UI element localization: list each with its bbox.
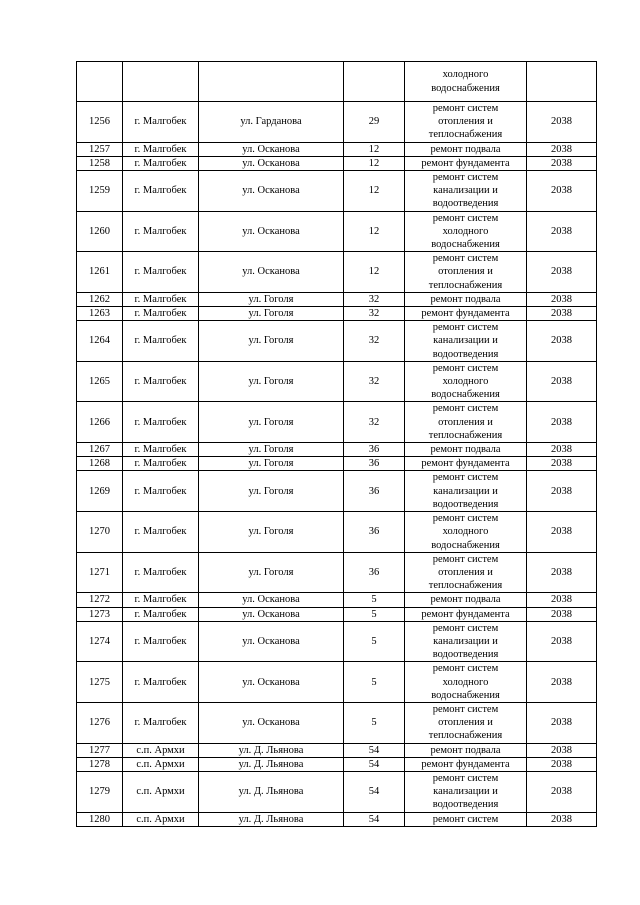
house-number-cell: 5	[344, 702, 405, 743]
house-number-cell: 12	[344, 142, 405, 156]
settlement-cell: с.п. Армхи	[123, 812, 199, 826]
year-cell: 2038	[527, 593, 597, 607]
work-type-cell	[405, 171, 527, 212]
year-cell: 2038	[527, 771, 597, 812]
settlement-cell: г. Малгобек	[123, 211, 199, 252]
work-type-line: водоснабжения	[431, 82, 500, 94]
street-cell: ул. Осканова	[199, 171, 344, 212]
work-type-line: ремонт систем	[432, 403, 499, 415]
table-row	[77, 443, 597, 457]
table-row	[77, 307, 597, 321]
year-cell: 2038	[527, 812, 597, 826]
work-type-line: канализации и	[433, 335, 498, 347]
row-number-cell: 1264	[77, 321, 123, 362]
work-type-cell	[405, 457, 527, 471]
work-type-line: водоотведения	[432, 649, 499, 661]
street-cell: ул. Гоголя	[199, 471, 344, 512]
work-type-line: водоотведения	[432, 348, 499, 360]
house-number-cell: 36	[344, 443, 405, 457]
year-cell: 2038	[527, 471, 597, 512]
row-number-cell: 1272	[77, 593, 123, 607]
settlement-cell: г. Малгобек	[123, 607, 199, 621]
work-type-line: отопления и	[438, 416, 493, 428]
house-number-cell: 32	[344, 361, 405, 402]
table-body	[77, 62, 597, 827]
row-number-cell: 1257	[77, 142, 123, 156]
work-type-line: водоотведения	[432, 198, 499, 210]
work-type-line: ремонт систем	[432, 322, 499, 334]
house-number-cell: 5	[344, 607, 405, 621]
street-cell: ул. Осканова	[199, 211, 344, 252]
house-number-cell: 36	[344, 512, 405, 553]
work-type-line: ремонт систем	[432, 362, 499, 374]
settlement-cell: г. Малгобек	[123, 252, 199, 293]
street-cell: ул. Д. Льянова	[199, 812, 344, 826]
repair-schedule-table	[76, 61, 597, 827]
work-type-line: ремонт систем	[432, 103, 499, 114]
year-cell: 2038	[527, 361, 597, 402]
work-type-line: водоотведения	[432, 498, 499, 510]
house-number-cell: 5	[344, 593, 405, 607]
work-type-cell	[405, 142, 527, 156]
row-number-cell	[77, 62, 123, 102]
settlement-cell: с.п. Армхи	[123, 757, 199, 771]
table-row	[77, 402, 597, 443]
year-cell: 2038	[527, 102, 597, 143]
work-type-line: канализации и	[433, 185, 498, 197]
year-cell: 2038	[527, 402, 597, 443]
street-cell: ул. Гоголя	[199, 443, 344, 457]
street-cell: ул. Осканова	[199, 621, 344, 662]
work-type-line: водоснабжения	[431, 539, 500, 551]
settlement-cell	[123, 62, 199, 102]
street-cell: ул. Д. Льянова	[199, 757, 344, 771]
house-number-cell: 32	[344, 292, 405, 306]
settlement-cell: г. Малгобек	[123, 156, 199, 170]
table-row	[77, 552, 597, 593]
year-cell: 2038	[527, 512, 597, 553]
house-number-cell: 12	[344, 211, 405, 252]
year-cell: 2038	[527, 292, 597, 306]
work-type-line: теплоснабжения	[428, 429, 503, 441]
year-cell: 2038	[527, 156, 597, 170]
year-cell: 2038	[527, 757, 597, 771]
street-cell: ул. Гоголя	[199, 321, 344, 362]
year-cell: 2038	[527, 743, 597, 757]
work-type-line: отопления и	[438, 717, 493, 729]
work-type-cell	[405, 252, 527, 293]
work-type-line: холодного	[442, 676, 489, 688]
row-number-cell: 1279	[77, 771, 123, 812]
work-type-cell	[405, 743, 527, 757]
table-row	[77, 512, 597, 553]
street-cell: ул. Гарданова	[199, 102, 344, 143]
work-type-line: ремонт систем	[432, 553, 499, 565]
table-row	[77, 361, 597, 402]
table-row	[77, 457, 597, 471]
row-number-cell: 1271	[77, 552, 123, 593]
work-type-line: ремонт фундамента	[421, 458, 510, 470]
row-number-cell: 1280	[77, 812, 123, 826]
work-type-cell	[405, 156, 527, 170]
row-number-cell: 1275	[77, 662, 123, 703]
work-type-cell	[405, 621, 527, 662]
street-cell: ул. Осканова	[199, 142, 344, 156]
row-number-cell: 1273	[77, 607, 123, 621]
year-cell	[527, 62, 597, 102]
row-number-cell: 1263	[77, 307, 123, 321]
year-cell: 2038	[527, 321, 597, 362]
house-number-cell: 32	[344, 402, 405, 443]
work-type-line: холодного	[442, 69, 489, 81]
work-type-line: холодного	[442, 376, 489, 388]
work-type-line: отопления и	[438, 566, 493, 578]
table-row	[77, 662, 597, 703]
year-cell: 2038	[527, 702, 597, 743]
table-row	[77, 62, 597, 102]
work-type-cell	[405, 321, 527, 362]
table-row	[77, 142, 597, 156]
row-number-cell: 1266	[77, 402, 123, 443]
year-cell: 2038	[527, 142, 597, 156]
street-cell: ул. Гоголя	[199, 402, 344, 443]
work-type-line: канализации и	[433, 485, 498, 497]
house-number-cell: 12	[344, 252, 405, 293]
settlement-cell: г. Малгобек	[123, 292, 199, 306]
work-type-cell	[405, 361, 527, 402]
settlement-cell: г. Малгобек	[123, 512, 199, 553]
settlement-cell: г. Малгобек	[123, 443, 199, 457]
work-type-line: ремонт фундамента	[421, 308, 510, 320]
table-row	[77, 702, 597, 743]
year-cell: 2038	[527, 443, 597, 457]
table-row	[77, 211, 597, 252]
work-type-line: ремонт подвала	[430, 444, 501, 456]
table-row	[77, 156, 597, 170]
work-type-line: ремонт фундамента	[421, 608, 510, 620]
house-number-cell: 12	[344, 156, 405, 170]
work-type-cell	[405, 292, 527, 306]
table-row	[77, 743, 597, 757]
house-number-cell: 36	[344, 471, 405, 512]
work-type-cell	[405, 607, 527, 621]
work-type-line: ремонт подвала	[430, 143, 501, 155]
settlement-cell: г. Малгобек	[123, 662, 199, 703]
work-type-line: отопления и	[438, 266, 493, 278]
street-cell: ул. Гоголя	[199, 361, 344, 402]
year-cell: 2038	[527, 457, 597, 471]
row-number-cell: 1269	[77, 471, 123, 512]
table-row	[77, 757, 597, 771]
table-row	[77, 471, 597, 512]
row-number-cell: 1268	[77, 457, 123, 471]
street-cell: ул. Осканова	[199, 662, 344, 703]
work-type-cell	[405, 512, 527, 553]
settlement-cell: г. Малгобек	[123, 102, 199, 143]
street-cell: ул. Гоголя	[199, 457, 344, 471]
house-number-cell: 5	[344, 662, 405, 703]
work-type-line: ремонт систем	[432, 622, 499, 634]
row-number-cell: 1270	[77, 512, 123, 553]
work-type-line: ремонт фундамента	[421, 157, 510, 169]
year-cell: 2038	[527, 607, 597, 621]
row-number-cell: 1258	[77, 156, 123, 170]
table-row	[77, 593, 597, 607]
work-type-line: ремонт систем	[432, 513, 499, 525]
street-cell: ул. Гоголя	[199, 292, 344, 306]
house-number-cell: 5	[344, 621, 405, 662]
house-number-cell	[344, 62, 405, 102]
settlement-cell: г. Малгобек	[123, 171, 199, 212]
settlement-cell: г. Малгобек	[123, 402, 199, 443]
street-cell: ул. Осканова	[199, 252, 344, 293]
work-type-line: ремонт систем	[432, 772, 499, 784]
table-row	[77, 771, 597, 812]
house-number-cell: 32	[344, 321, 405, 362]
house-number-cell: 54	[344, 743, 405, 757]
row-number-cell: 1261	[77, 252, 123, 293]
work-type-cell	[405, 307, 527, 321]
street-cell: ул. Гоголя	[199, 307, 344, 321]
row-number-cell: 1262	[77, 292, 123, 306]
work-type-line: ремонт систем	[432, 663, 499, 675]
work-type-line: канализации и	[433, 635, 498, 647]
row-number-cell: 1265	[77, 361, 123, 402]
work-type-cell	[405, 211, 527, 252]
work-type-cell	[405, 702, 527, 743]
row-number-cell: 1256	[77, 102, 123, 143]
year-cell: 2038	[527, 171, 597, 212]
work-type-cell	[405, 402, 527, 443]
settlement-cell: г. Малгобек	[123, 307, 199, 321]
street-cell: ул. Осканова	[199, 593, 344, 607]
work-type-line: теплоснабжения	[428, 580, 503, 592]
street-cell: ул. Осканова	[199, 156, 344, 170]
year-cell: 2038	[527, 252, 597, 293]
work-type-cell	[405, 662, 527, 703]
work-type-cell	[405, 443, 527, 457]
work-type-cell	[405, 771, 527, 812]
house-number-cell: 54	[344, 771, 405, 812]
work-type-line: ремонт систем	[432, 253, 499, 265]
row-number-cell: 1259	[77, 171, 123, 212]
work-type-line: отопления и	[438, 116, 493, 128]
work-type-line: водоснабжения	[431, 689, 500, 701]
row-number-cell: 1278	[77, 757, 123, 771]
settlement-cell: с.п. Армхи	[123, 771, 199, 812]
row-number-cell: 1274	[77, 621, 123, 662]
year-cell: 2038	[527, 621, 597, 662]
table-row	[77, 292, 597, 306]
house-number-cell: 54	[344, 757, 405, 771]
house-number-cell: 36	[344, 457, 405, 471]
settlement-cell: г. Малгобек	[123, 702, 199, 743]
settlement-cell: г. Малгобек	[123, 471, 199, 512]
work-type-cell	[405, 102, 527, 143]
table-row	[77, 321, 597, 362]
work-type-line: ремонт подвала	[430, 594, 501, 606]
year-cell: 2038	[527, 307, 597, 321]
work-type-line: ремонт подвала	[430, 293, 501, 305]
table-row	[77, 621, 597, 662]
settlement-cell: г. Малгобек	[123, 621, 199, 662]
work-type-line: ремонт фундамента	[421, 758, 510, 770]
house-number-cell: 32	[344, 307, 405, 321]
work-type-cell	[405, 757, 527, 771]
work-type-line: теплоснабжения	[428, 730, 503, 742]
settlement-cell: с.п. Армхи	[123, 743, 199, 757]
house-number-cell: 29	[344, 102, 405, 143]
work-type-cell	[405, 62, 527, 102]
settlement-cell: г. Малгобек	[123, 552, 199, 593]
settlement-cell: г. Малгобек	[123, 321, 199, 362]
work-type-line: холодного	[442, 225, 489, 237]
work-type-line: ремонт систем	[432, 172, 499, 184]
table-row	[77, 607, 597, 621]
settlement-cell: г. Малгобек	[123, 142, 199, 156]
street-cell	[199, 62, 344, 102]
work-type-line: водоснабжения	[431, 389, 500, 401]
year-cell: 2038	[527, 662, 597, 703]
house-number-cell: 36	[344, 552, 405, 593]
settlement-cell: г. Малгобек	[123, 361, 199, 402]
work-type-line: ремонт систем	[432, 212, 499, 224]
street-cell: ул. Осканова	[199, 702, 344, 743]
row-number-cell: 1276	[77, 702, 123, 743]
work-type-line: канализации и	[433, 786, 498, 798]
row-number-cell: 1260	[77, 211, 123, 252]
work-type-line: теплоснабжения	[428, 129, 503, 141]
street-cell: ул. Д. Льянова	[199, 771, 344, 812]
table-row	[77, 252, 597, 293]
table-row	[77, 102, 597, 143]
street-cell: ул. Д. Льянова	[199, 743, 344, 757]
settlement-cell: г. Малгобек	[123, 457, 199, 471]
settlement-cell: г. Малгобек	[123, 593, 199, 607]
street-cell: ул. Гоголя	[199, 512, 344, 553]
work-type-line: водоснабжения	[431, 239, 500, 251]
house-number-cell: 54	[344, 812, 405, 826]
table-row	[77, 812, 597, 826]
work-type-line: водоотведения	[432, 799, 499, 811]
work-type-line: теплоснабжения	[428, 279, 503, 291]
work-type-line: ремонт систем	[432, 703, 499, 715]
year-cell: 2038	[527, 552, 597, 593]
work-type-line: ремонт подвала	[430, 744, 501, 756]
work-type-line: холодного	[442, 526, 489, 538]
table-row	[77, 171, 597, 212]
row-number-cell: 1267	[77, 443, 123, 457]
street-cell: ул. Гоголя	[199, 552, 344, 593]
work-type-cell	[405, 471, 527, 512]
year-cell: 2038	[527, 211, 597, 252]
house-number-cell: 12	[344, 171, 405, 212]
work-type-cell	[405, 552, 527, 593]
work-type-line: ремонт систем	[432, 472, 499, 484]
work-type-cell	[405, 593, 527, 607]
row-number-cell: 1277	[77, 743, 123, 757]
work-type-line: ремонт систем	[432, 813, 499, 825]
street-cell: ул. Осканова	[199, 607, 344, 621]
work-type-cell	[405, 812, 527, 826]
